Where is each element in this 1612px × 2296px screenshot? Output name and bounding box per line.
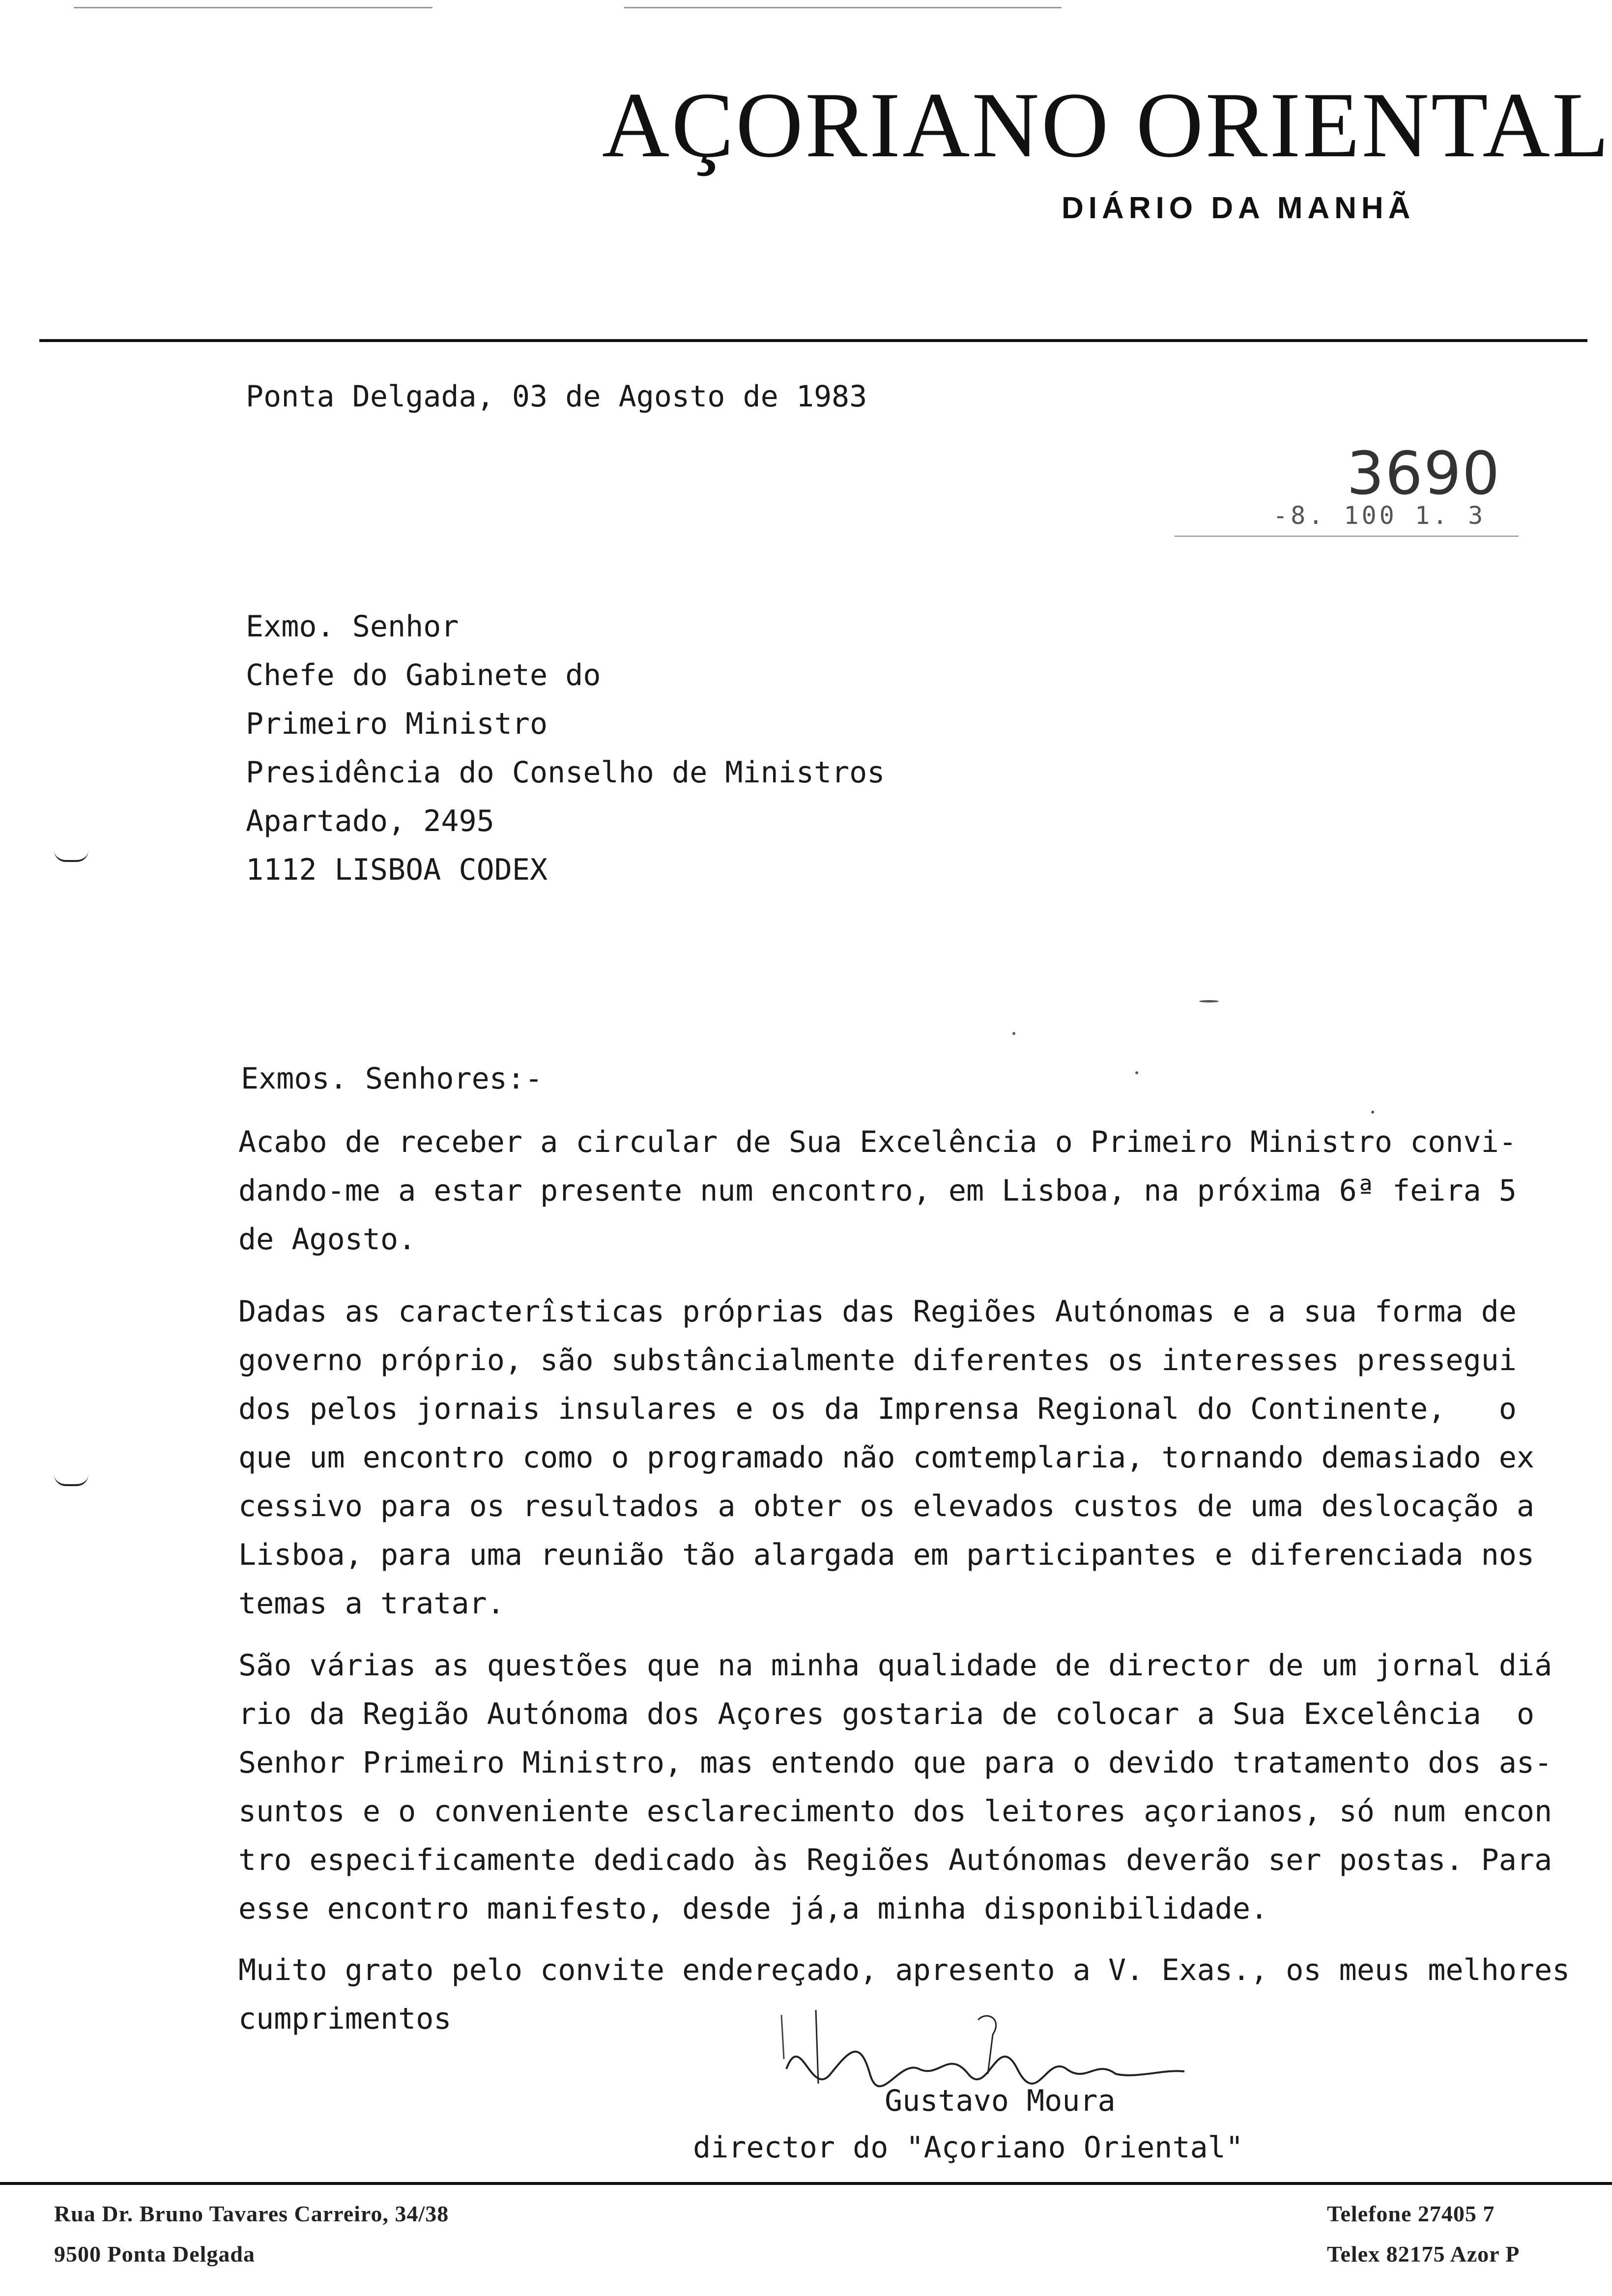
scan-line: [74, 7, 432, 8]
address-line: Primeiro Ministro: [246, 707, 548, 741]
paragraph-line: tro especificamente dedicado às Regiões Autónomas deverão ser postas. Para: [238, 1843, 1553, 1877]
paragraph-line: Muito grato pelo convite endereçado, apresento a V. Exas., os meus melhores: [238, 1953, 1570, 1987]
paragraph-line: temas a tratar.: [238, 1586, 505, 1621]
masthead-title: AÇORIANO ORIENTAL: [602, 74, 1611, 177]
footer-rule: [0, 2182, 1612, 2185]
scan-speck: [1371, 1111, 1374, 1114]
masthead-rule: [39, 339, 1587, 342]
paragraph-line: cessivo para os resultados a obter os elevados custos de uma deslocação a: [238, 1489, 1534, 1523]
stamp-dash-line: [1175, 536, 1519, 537]
scan-speck: [1199, 1000, 1219, 1003]
address-line: Apartado, 2495: [246, 804, 494, 838]
paragraph-line: governo próprio, são substâncialmente diferentes os interesses pressegui: [238, 1343, 1517, 1378]
paragraph-line: de Agosto.: [238, 1222, 416, 1257]
paragraph-line: dando-me a estar presente num encontro, em Lisboa, na próxima 6ª feira 5: [238, 1174, 1517, 1208]
paragraph-line: que um encontro como o programado não comtemplaria, tornando demasiado ex: [238, 1440, 1534, 1475]
body-paragraph-2: [238, 1288, 1534, 1628]
body-paragraph-1: [238, 1118, 1517, 1264]
address-line: Presidência do Conselho de Ministros: [246, 755, 885, 790]
paragraph-line: rio da Região Autónoma dos Açores gostaria de colocar a Sua Excelência o: [238, 1697, 1534, 1731]
paragraph-line: dos pelos jornais insulares e os da Imprensa Regional do Continente, o: [238, 1392, 1517, 1426]
paragraph-line: Senhor Primeiro Ministro, mas entendo que para o devido tratamento dos as-: [238, 1746, 1553, 1780]
paragraph-line: suntos e o conveniente esclarecimento dos leitores açorianos, só num encon: [238, 1794, 1553, 1829]
paragraph-line: São várias as questões que na minha qualidade de director de um jornal diá: [238, 1648, 1553, 1683]
footer-street: Rua Dr. Bruno Tavares Carreiro, 34/38: [54, 2201, 449, 2226]
footer-city: 9500 Ponta Delgada: [54, 2241, 255, 2267]
masthead-subtitle: DIÁRIO DA MANHÃ: [1062, 191, 1415, 225]
scan-line: [624, 7, 885, 8]
scan-line: [865, 7, 1062, 8]
scan-speck: [1012, 1032, 1015, 1035]
footer-telex: Telex 82175 Azor P: [1327, 2241, 1520, 2267]
paragraph-line: esse encontro manifesto, desde já,a minha disponibilidade.: [238, 1892, 1268, 1926]
signatory-name: Gustavo Moura: [885, 2084, 1116, 2118]
paragraph-line: Acabo de receber a circular de Sua Excelência o Primeiro Ministro convi-: [238, 1125, 1517, 1159]
address-line: 1112 LISBOA CODEX: [246, 853, 548, 887]
paragraph-line: Dadas as caracterîsticas próprias das Regiões Autónomas e a sua forma de: [238, 1294, 1517, 1329]
address-line: Chefe do Gabinete do: [246, 658, 601, 692]
scan-speck: [1135, 1071, 1138, 1074]
body-paragraph-3: [238, 1641, 1553, 1933]
date-line: Ponta Delgada, 03 de Agosto de 1983: [246, 379, 867, 414]
margin-punch-mark: [54, 850, 88, 862]
margin-punch-mark: [54, 1474, 88, 1486]
footer-phone: Telefone 27405 7: [1327, 2201, 1495, 2226]
reception-stamp-number: 3690: [1347, 440, 1501, 508]
salutation: Exmos. Senhores:-: [241, 1062, 543, 1096]
reception-stamp-date: -8. 100 1. 3: [1273, 501, 1486, 530]
paragraph-line: Lisboa, para uma reunião tão alargada em participantes e diferenciada nos: [238, 1538, 1534, 1572]
signatory-role: director do "Açoriano Oriental": [693, 2130, 1243, 2165]
paragraph-line: cumprimentos: [238, 2002, 452, 2036]
address-line: Exmo. Senhor: [246, 609, 459, 644]
